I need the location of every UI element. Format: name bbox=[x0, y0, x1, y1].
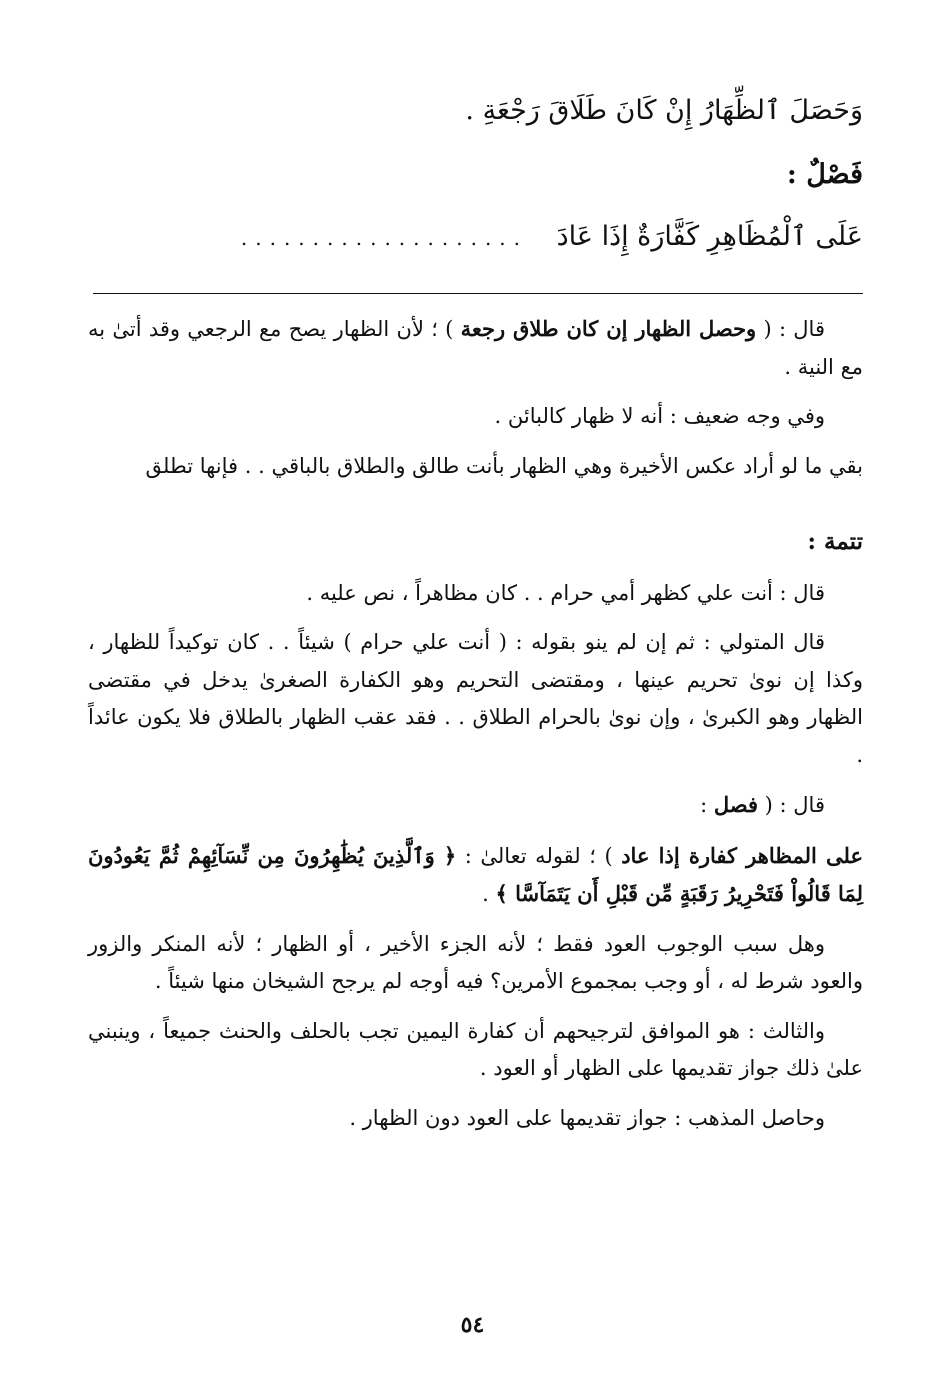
paragraph-1-prefix: قال : ( bbox=[756, 317, 825, 341]
paragraph-7 bbox=[88, 837, 863, 914]
commentary-text bbox=[88, 310, 863, 1137]
poem-section-heading: فَصْلٌ : bbox=[786, 159, 863, 190]
poem-line-1: وَحَصَلَ ٱلظِّهَارُ إِنْ كَانَ طَلَاقَ رَجْعَةِ . bbox=[465, 95, 863, 126]
page-number: ٥٤ bbox=[460, 1312, 485, 1338]
paragraph-6-quote: فصل bbox=[713, 792, 758, 817]
divider-rule bbox=[93, 293, 863, 294]
document-page bbox=[88, 92, 863, 1342]
paragraph-1-rest: ) ؛ لأن الظهار يصح مع الرجعي وقد أتىٰ به مع النية . bbox=[88, 317, 863, 379]
paragraph-7-mid: ) ؛ لقوله تعالىٰ : bbox=[456, 843, 622, 868]
paragraph-4: قال : أنت علي كظهر أمي حرام . . كان مظاهراً ، نص عليه . bbox=[306, 580, 825, 605]
paragraph-1-quote: وحصل الظهار إن كان طلاق رجعة bbox=[460, 316, 757, 341]
poem-line-3-text: عَلَى ٱلْمُظَاهِرِ كَفَّارَةٌ إِذَا عَادَ bbox=[556, 221, 863, 252]
paragraph-9: والثالث : هو الموافق لترجيحهم أن كفارة اليمين تجب بالحلف والحنث جميعاً ، وينبني علىٰ ذلك جواز تقديمها على الظهار أو العود . bbox=[88, 1018, 863, 1080]
paragraph-7-quote: على المظاهر كفارة إذا عاد bbox=[621, 842, 863, 868]
poem-text bbox=[88, 92, 863, 257]
paragraph-6 bbox=[88, 786, 863, 825]
paragraph-2: وفي وجه ضعيف : أنه لا ظهار كالبائن . bbox=[494, 404, 825, 428]
paragraph-10: وحاصل المذهب : جواز تقديمها على العود دون الظهار . bbox=[349, 1105, 825, 1130]
tatimma-heading: تتمة : bbox=[807, 528, 863, 555]
paragraph-3: بقي ما لو أراد عكس الأخيرة وهي الظهار بأنت طالق والطلاق بالباقي . . فإنها تطلق bbox=[145, 453, 863, 478]
paragraph-6-rest: : bbox=[700, 793, 714, 817]
paragraph-5: قال المتولي : ثم إن لم ينو بقوله : ( أنت علي حرام ) شيئاً . . كان توكيداً للظهار ، وكذا إن نوىٰ تحريم عينها ، ومقتضى التحريم وهو الكفارة الصغرىٰ يدخل في مقتضى الظهار وهو الكبرىٰ ، وإن نوىٰ بالحرام الطلاق . . فقد عقب الظهار بالطلاق فلا يكون عائداً . bbox=[88, 630, 863, 767]
paragraph-6-prefix: قال : ( bbox=[758, 793, 825, 817]
paragraph-7-end: . bbox=[482, 882, 496, 906]
paragraph-1 bbox=[88, 310, 863, 386]
paragraph-8: وهل سبب الوجوب العود فقط ؛ لأنه الجزء الأخير ، أو الظهار ؛ لأنه المنكر والزور والعود شرط له ، أو وجب بمجموع الأمرين؟ فيه أوجه لم يرجح الشيخان منها شيئاً . bbox=[88, 931, 863, 993]
quran-verse: ﴿ وَٱلَّذِينَ يُظَٰهِرُونَ مِن نِّسَآئِهِمْ ثُمَّ يَعُودُونَ لِمَا قَالُواْ فَتَحْرِيرُ رَقَبَةٍ مِّن قَبْلِ أَن يَتَمَآسَّا ﴾ bbox=[88, 842, 863, 906]
poem-line-3 bbox=[88, 218, 863, 257]
poem-line-3-dots: .................... bbox=[240, 226, 529, 250]
